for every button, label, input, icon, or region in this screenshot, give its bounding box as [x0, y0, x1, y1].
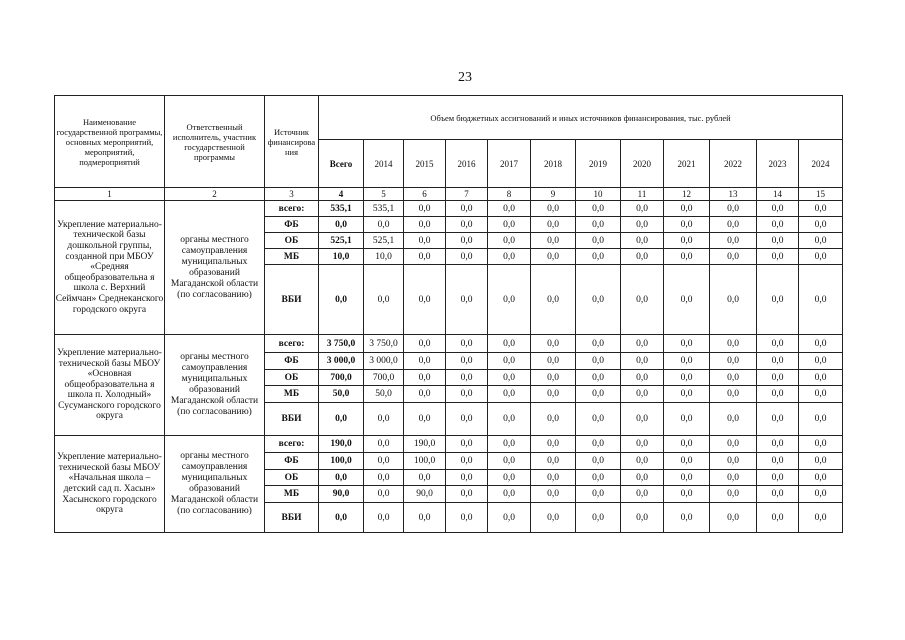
year-value: 0,0	[364, 486, 404, 503]
year-value: 0,0	[664, 201, 710, 217]
funding-source: ОБ	[265, 470, 319, 486]
year-value: 0,0	[757, 201, 799, 217]
year-value: 0,0	[531, 233, 576, 249]
total-value: 0,0	[319, 470, 364, 486]
year-value: 0,0	[757, 233, 799, 249]
year-value: 0,0	[576, 265, 621, 335]
year-value: 0,0	[799, 470, 843, 486]
funding-source: МБ	[265, 486, 319, 503]
year-value: 10,0	[364, 249, 404, 265]
year-value: 0,0	[446, 265, 488, 335]
year-value: 0,0	[404, 386, 446, 403]
header-year-2019: 2019	[576, 140, 621, 188]
page-number: 23	[458, 70, 472, 85]
year-value: 0,0	[531, 503, 576, 533]
year-value: 0,0	[404, 233, 446, 249]
year-value: 0,0	[404, 201, 446, 217]
header-year-2020: 2020	[621, 140, 664, 188]
year-value: 0,0	[621, 265, 664, 335]
year-value: 0,0	[446, 503, 488, 533]
year-value: 0,0	[531, 353, 576, 370]
year-value: 0,0	[799, 217, 843, 233]
year-value: 0,0	[576, 217, 621, 233]
funding-source: ОБ	[265, 233, 319, 249]
funding-source: ФБ	[265, 217, 319, 233]
year-value: 3 000,0	[364, 353, 404, 370]
year-value: 0,0	[621, 470, 664, 486]
total-value: 0,0	[319, 265, 364, 335]
year-value: 0,0	[488, 217, 531, 233]
year-value: 0,0	[757, 403, 799, 436]
measure-executor: органы местного самоуправления муниципальных образований Магаданской области (по согласованию)	[165, 335, 265, 436]
year-value: 0,0	[799, 453, 843, 470]
year-value: 0,0	[664, 249, 710, 265]
column-number: 4	[319, 188, 364, 201]
header-year-2014: 2014	[364, 140, 404, 188]
year-value: 0,0	[576, 453, 621, 470]
year-value: 0,0	[757, 335, 799, 353]
year-value: 0,0	[799, 503, 843, 533]
column-number: 9	[531, 188, 576, 201]
funding-source: ВБИ	[265, 265, 319, 335]
year-value: 0,0	[488, 503, 531, 533]
year-value: 0,0	[531, 436, 576, 453]
total-value: 10,0	[319, 249, 364, 265]
year-value: 0,0	[404, 470, 446, 486]
column-number: 10	[576, 188, 621, 201]
header-source-col: Источник финансирова ния	[265, 96, 319, 188]
year-value: 0,0	[757, 265, 799, 335]
header-year-2015: 2015	[404, 140, 446, 188]
year-value: 0,0	[576, 386, 621, 403]
year-value: 0,0	[664, 386, 710, 403]
year-value: 0,0	[799, 403, 843, 436]
year-value: 700,0	[364, 370, 404, 386]
total-value: 100,0	[319, 453, 364, 470]
year-value: 0,0	[531, 486, 576, 503]
year-value: 0,0	[664, 233, 710, 249]
year-value: 0,0	[664, 503, 710, 533]
year-value: 0,0	[531, 265, 576, 335]
measure-name: Укрепление материально-технической базы МБОУ «Начальная школа – детский сад п. Хасын» Хасынского городского округа	[55, 436, 165, 533]
year-value: 0,0	[757, 486, 799, 503]
year-value: 0,0	[531, 470, 576, 486]
year-value: 0,0	[576, 201, 621, 217]
measure-name: Укрепление материально-технической базы МБОУ «Основная общеобразовательна я школа п. Холодный» Сусуманского городского округа	[55, 335, 165, 436]
total-value: 700,0	[319, 370, 364, 386]
year-value: 0,0	[404, 249, 446, 265]
year-value: 0,0	[799, 436, 843, 453]
year-value: 0,0	[446, 335, 488, 353]
year-value: 0,0	[488, 201, 531, 217]
year-value: 3 750,0	[364, 335, 404, 353]
year-value: 0,0	[710, 249, 757, 265]
year-value: 0,0	[664, 470, 710, 486]
year-value: 0,0	[576, 370, 621, 386]
year-value: 0,0	[404, 217, 446, 233]
year-value: 0,0	[576, 436, 621, 453]
year-value: 0,0	[446, 436, 488, 453]
table-row	[55, 436, 843, 453]
year-value: 0,0	[710, 386, 757, 403]
year-value: 0,0	[710, 370, 757, 386]
year-value: 0,0	[664, 436, 710, 453]
measure-executor: органы местного самоуправления муниципальных образований Магаданской области (по согласованию)	[165, 201, 265, 335]
total-value: 525,1	[319, 233, 364, 249]
year-value: 0,0	[364, 265, 404, 335]
header-year-2018: 2018	[531, 140, 576, 188]
year-value: 0,0	[446, 249, 488, 265]
year-value: 0,0	[488, 265, 531, 335]
budget-table	[54, 95, 843, 533]
year-value: 0,0	[621, 217, 664, 233]
year-value: 0,0	[710, 453, 757, 470]
year-value: 0,0	[446, 453, 488, 470]
column-number: 15	[799, 188, 843, 201]
year-value: 0,0	[531, 201, 576, 217]
year-value: 0,0	[757, 217, 799, 233]
year-value: 0,0	[757, 370, 799, 386]
year-value: 0,0	[404, 503, 446, 533]
funding-source: всего:	[265, 335, 319, 353]
year-value: 0,0	[531, 386, 576, 403]
year-value: 0,0	[621, 233, 664, 249]
total-value: 50,0	[319, 386, 364, 403]
year-value: 190,0	[404, 436, 446, 453]
total-value: 190,0	[319, 436, 364, 453]
year-value: 0,0	[576, 353, 621, 370]
header-total: Всего	[319, 140, 364, 188]
year-value: 0,0	[446, 201, 488, 217]
funding-source: МБ	[265, 249, 319, 265]
year-value: 0,0	[446, 233, 488, 249]
year-value: 0,0	[531, 403, 576, 436]
year-value: 0,0	[621, 486, 664, 503]
year-value: 0,0	[488, 335, 531, 353]
year-value: 0,0	[488, 470, 531, 486]
year-value: 0,0	[488, 403, 531, 436]
year-value: 0,0	[664, 453, 710, 470]
year-value: 0,0	[621, 436, 664, 453]
year-value: 525,1	[364, 233, 404, 249]
header-year-2016: 2016	[446, 140, 488, 188]
year-value: 0,0	[488, 436, 531, 453]
year-value: 0,0	[446, 217, 488, 233]
year-value: 0,0	[531, 217, 576, 233]
year-value: 0,0	[404, 403, 446, 436]
funding-source: ВБИ	[265, 503, 319, 533]
year-value: 0,0	[621, 335, 664, 353]
year-value: 0,0	[364, 470, 404, 486]
year-value: 0,0	[488, 370, 531, 386]
year-value: 0,0	[621, 386, 664, 403]
year-value: 0,0	[710, 217, 757, 233]
table-row	[55, 335, 843, 353]
year-value: 0,0	[446, 353, 488, 370]
year-value: 0,0	[488, 233, 531, 249]
year-value: 0,0	[710, 201, 757, 217]
header-name-col: Наименование государственной программы, основных мероприятий, мероприятий, подмероприятий	[55, 96, 165, 188]
year-value: 0,0	[446, 486, 488, 503]
year-value: 0,0	[799, 370, 843, 386]
year-value: 0,0	[664, 265, 710, 335]
total-value: 0,0	[319, 217, 364, 233]
funding-source: ОБ	[265, 370, 319, 386]
column-number: 7	[446, 188, 488, 201]
year-value: 0,0	[757, 453, 799, 470]
year-value: 0,0	[710, 486, 757, 503]
year-value: 0,0	[710, 353, 757, 370]
funding-source: ФБ	[265, 353, 319, 370]
year-value: 0,0	[531, 335, 576, 353]
year-value: 0,0	[710, 265, 757, 335]
year-value: 0,0	[531, 249, 576, 265]
header-year-2023: 2023	[757, 140, 799, 188]
year-value: 0,0	[404, 265, 446, 335]
year-value: 0,0	[531, 453, 576, 470]
year-value: 0,0	[664, 486, 710, 503]
column-number: 3	[265, 188, 319, 201]
column-number: 1	[55, 188, 165, 201]
year-value: 0,0	[664, 370, 710, 386]
column-number: 14	[757, 188, 799, 201]
column-number: 13	[710, 188, 757, 201]
year-value: 0,0	[757, 386, 799, 403]
year-value: 0,0	[364, 217, 404, 233]
year-value: 0,0	[757, 503, 799, 533]
funding-source: всего:	[265, 201, 319, 217]
year-value: 0,0	[576, 403, 621, 436]
total-value: 535,1	[319, 201, 364, 217]
year-value: 0,0	[757, 249, 799, 265]
funding-source: МБ	[265, 386, 319, 403]
header-executor-col: Ответственный исполнитель, участник государственной программы	[165, 96, 265, 188]
year-value: 0,0	[664, 403, 710, 436]
year-value: 0,0	[621, 249, 664, 265]
column-number: 2	[165, 188, 265, 201]
year-value: 0,0	[364, 436, 404, 453]
header-year-2017: 2017	[488, 140, 531, 188]
year-value: 0,0	[710, 436, 757, 453]
year-value: 0,0	[799, 201, 843, 217]
year-value: 0,0	[799, 335, 843, 353]
year-value: 0,0	[710, 470, 757, 486]
column-number: 5	[364, 188, 404, 201]
year-value: 0,0	[664, 335, 710, 353]
year-value: 0,0	[621, 453, 664, 470]
year-value: 0,0	[404, 370, 446, 386]
column-number: 12	[664, 188, 710, 201]
year-value: 0,0	[757, 470, 799, 486]
column-number: 6	[404, 188, 446, 201]
funding-source: всего:	[265, 436, 319, 453]
year-value: 0,0	[446, 470, 488, 486]
year-value: 0,0	[710, 503, 757, 533]
year-value: 0,0	[531, 370, 576, 386]
year-value: 0,0	[364, 403, 404, 436]
year-value: 0,0	[664, 353, 710, 370]
year-value: 0,0	[757, 353, 799, 370]
total-value: 3 000,0	[319, 353, 364, 370]
year-value: 0,0	[488, 353, 531, 370]
year-value: 0,0	[799, 265, 843, 335]
measure-executor: органы местного самоуправления муниципальных образований Магаданской области (по согласованию)	[165, 436, 265, 533]
year-value: 0,0	[576, 249, 621, 265]
header-year-2024: 2024	[799, 140, 843, 188]
year-value: 50,0	[364, 386, 404, 403]
year-value: 0,0	[446, 403, 488, 436]
year-value: 0,0	[576, 335, 621, 353]
year-value: 0,0	[710, 403, 757, 436]
year-value: 90,0	[404, 486, 446, 503]
year-value: 0,0	[488, 249, 531, 265]
funding-source: ФБ	[265, 453, 319, 470]
table-row	[55, 201, 843, 217]
year-value: 0,0	[404, 335, 446, 353]
year-value: 535,1	[364, 201, 404, 217]
column-number: 8	[488, 188, 531, 201]
header-budget-col: Объем бюджетных ассигнований и иных источников финансирования, тыс. рублей	[319, 96, 843, 140]
column-number: 11	[621, 188, 664, 201]
year-value: 0,0	[799, 233, 843, 249]
year-value: 0,0	[710, 233, 757, 249]
year-value: 0,0	[576, 503, 621, 533]
header-year-2021: 2021	[664, 140, 710, 188]
funding-source: ВБИ	[265, 403, 319, 436]
year-value: 0,0	[576, 486, 621, 503]
year-value: 0,0	[576, 233, 621, 249]
year-value: 0,0	[621, 370, 664, 386]
total-value: 90,0	[319, 486, 364, 503]
year-value: 0,0	[364, 503, 404, 533]
year-value: 0,0	[488, 486, 531, 503]
total-value: 0,0	[319, 503, 364, 533]
year-value: 0,0	[488, 386, 531, 403]
year-value: 0,0	[799, 353, 843, 370]
total-value: 0,0	[319, 403, 364, 436]
year-value: 0,0	[621, 353, 664, 370]
year-value: 0,0	[621, 403, 664, 436]
year-value: 0,0	[710, 335, 757, 353]
measure-name: Укрепление материально-технической базы дошкольной группы, созданной при МБОУ «Средняя общеобразовательна я школа с. Верхний Сеймчан» Среднеканского городского округа	[55, 201, 165, 335]
year-value: 0,0	[799, 486, 843, 503]
year-value: 0,0	[799, 386, 843, 403]
year-value: 0,0	[488, 453, 531, 470]
year-value: 0,0	[404, 353, 446, 370]
year-value: 0,0	[621, 201, 664, 217]
year-value: 0,0	[621, 503, 664, 533]
year-value: 0,0	[664, 217, 710, 233]
year-value: 0,0	[446, 386, 488, 403]
year-value: 0,0	[757, 436, 799, 453]
year-value: 0,0	[446, 370, 488, 386]
year-value: 100,0	[404, 453, 446, 470]
year-value: 0,0	[799, 249, 843, 265]
year-value: 0,0	[576, 470, 621, 486]
total-value: 3 750,0	[319, 335, 364, 353]
header-year-2022: 2022	[710, 140, 757, 188]
year-value: 0,0	[364, 453, 404, 470]
